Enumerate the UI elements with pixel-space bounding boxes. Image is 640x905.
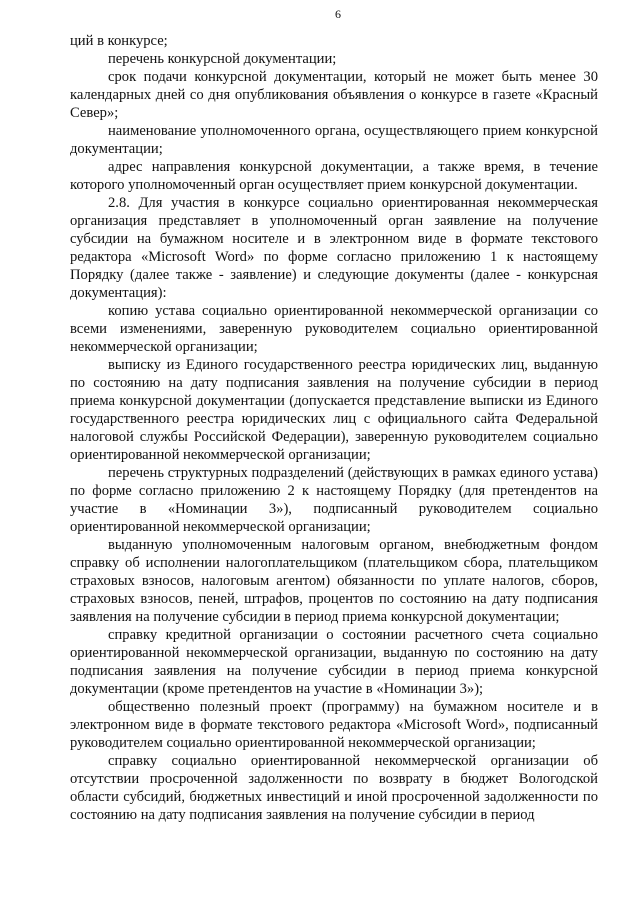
paragraph-12: общественно полезный проект (программу) на бумажном носителе и в электронном виде в формате текстового редактора «Microsoft Word», подписанный руководителем социально ориентированной некоммерческой организации;: [70, 699, 598, 751]
paragraph-4: наименование уполномоченного органа, осуществляющего прием конкурсной документации;: [70, 123, 598, 157]
paragraph-13: справку социально ориентированной некоммерческой организации об отсутствии просроченной задолженности по возврату в бюджет Вологодской области субсидий, бюджетных инвестиций и иной просроченной задолженности по состоянию на дату подписания заявления на получение субсидии в период: [70, 753, 598, 823]
paragraph-10: выданную уполномоченным налоговым органом, внебюджетным фондом справку об исполнении налогоплательщиком (плательщиком сбора, плательщиком страховых взносов, налоговым агентом) обязанности по уплате налогов, сборов, страховых взносов, пеней, штрафов, процентов по состоянию на дату подписания заявления на получение субсидии в период приема конкурсной документации;: [70, 537, 598, 625]
paragraph-2: перечень конкурсной документации;: [108, 51, 337, 67]
paragraph-3: срок подачи конкурсной документации, который не может быть менее 30 календарных дней со дня опубликования объявления о конкурсе в газете «Красный Север»;: [70, 69, 598, 121]
paragraph-8: выписку из Единого государственного реестра юридических лиц, выданную по состоянию на дату подписания заявления на получение субсидии в период приема конкурсной документации (допускается представление выписки из Единого государственного реестра юридических лиц с официального сайта Федеральной налоговой службы Российской Федерации), заверенную руководителем социально ориентированной некоммерческой организации;: [70, 357, 598, 463]
paragraph-1: ций в конкурсе;: [70, 33, 168, 49]
document-body: [70, 32, 598, 824]
page-number: 6: [335, 7, 341, 21]
paragraph-7: копию устава социально ориентированной некоммерческой организации со всеми изменениями, заверенную руководителем социально ориентированной некоммерческой организации;: [70, 303, 598, 355]
paragraph-6: 2.8. Для участия в конкурсе социально ориентированная некоммерческая организация представляет в уполномоченный орган заявление на получение субсидии на бумажном носителе и в электронном виде в формате текстового редактора «Microsoft Word» по форме согласно приложению 1 к настоящему Порядку (далее также - заявление) и следующие документы (далее - конкурсная документация):: [70, 195, 598, 301]
paragraph-9: перечень структурных подразделений (действующих в рамках единого устава) по форме согласно приложению 2 к настоящему Порядку (для претендентов на участие в «Номинации 3»), подписанный руководителем социально ориентированной некоммерческой организации;: [70, 465, 598, 535]
paragraph-5: адрес направления конкурсной документации, а также время, в течение которого уполномоченный орган осуществляет прием конкурсной документации.: [70, 159, 598, 193]
paragraph-11: справку кредитной организации о состоянии расчетного счета социально ориентированной некоммерческой организации, выданную по состоянию на дату подписания заявления на получение субсидии в период приема конкурсной документации (кроме претендентов на участие в «Номинации 3»);: [70, 627, 598, 697]
